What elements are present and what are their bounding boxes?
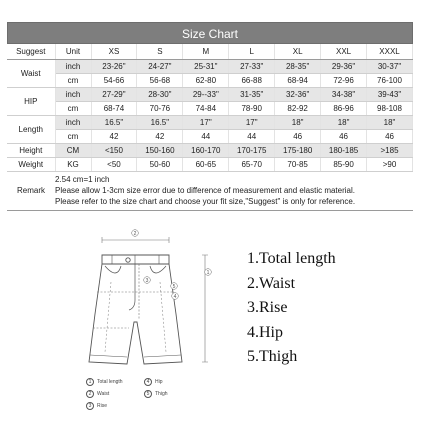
legend-number: 5 [144, 390, 152, 398]
size-cell: 74-84 [183, 101, 229, 115]
table-row [7, 101, 413, 115]
diagram-number-1: 1 [206, 269, 210, 276]
size-cell: 30-37" [367, 59, 413, 73]
legend-item [144, 390, 168, 398]
diagram-number-4: 4 [173, 293, 177, 300]
legend-item [86, 390, 109, 398]
row-label: HIP [7, 87, 55, 115]
row-label: Length [7, 115, 55, 143]
measurement-list [247, 247, 336, 370]
size-chart-title: Size Chart [7, 22, 413, 44]
column-header: XXL [321, 44, 367, 59]
size-cell: 44 [183, 129, 229, 143]
size-cell: 42 [137, 129, 183, 143]
diagram-number-2: 2 [133, 230, 137, 237]
legend-number: 4 [144, 378, 152, 386]
table-row [7, 129, 413, 143]
size-cell: <50 [91, 157, 137, 171]
legend-number: 3 [86, 402, 94, 410]
table-row [7, 115, 413, 129]
remark-line: 2.54 cm=1 inch [55, 174, 110, 184]
table-row [7, 87, 413, 101]
size-cell: 72-96 [321, 73, 367, 87]
table-row [7, 59, 413, 73]
unit-cell: KG [55, 157, 91, 171]
column-header: XXXL [367, 44, 413, 59]
column-header: Suggest [7, 44, 55, 59]
size-cell: 32-36" [275, 87, 321, 101]
row-label: Weight [7, 157, 55, 171]
size-cell: 76-100 [367, 73, 413, 87]
size-cell: 18" [321, 115, 367, 129]
measurement-item: 3.Rise [247, 299, 288, 316]
column-header: Unit [55, 44, 91, 59]
size-cell: 46 [367, 129, 413, 143]
unit-cell: cm [55, 101, 91, 115]
size-cell: 17" [183, 115, 229, 129]
size-cell: 17" [229, 115, 275, 129]
remark-line: Please refer to the size chart and choose your fit size,"Suggest" is only for reference. [55, 196, 356, 206]
size-cell: 42 [91, 129, 137, 143]
size-cell: 39-43" [367, 87, 413, 101]
size-cell: 18" [367, 115, 413, 129]
size-cell: 27-33" [229, 59, 275, 73]
size-cell: 66-88 [229, 73, 275, 87]
remark-line: Please allow 1-3cm size error due to difference of measurement and elastic material. [55, 185, 355, 195]
size-cell: 28-35" [275, 59, 321, 73]
size-cell: 82-92 [275, 101, 321, 115]
unit-cell: inch [55, 115, 91, 129]
size-cell: 44 [229, 129, 275, 143]
size-cell: 28-30" [137, 87, 183, 101]
diagram-number-3: 3 [145, 277, 149, 284]
size-cell: 18" [275, 115, 321, 129]
table-header-row [7, 44, 413, 59]
size-cell: 34-38" [321, 87, 367, 101]
size-cell: 86-96 [321, 101, 367, 115]
legend-item [86, 402, 107, 410]
legend-number: 1 [86, 378, 94, 386]
size-cell: 180-185 [321, 143, 367, 157]
column-header: L [229, 44, 275, 59]
unit-cell: inch [55, 87, 91, 101]
size-cell: 23-26" [91, 59, 137, 73]
row-label: Height [7, 143, 55, 157]
size-cell: >90 [367, 157, 413, 171]
row-label: Waist [7, 59, 55, 87]
size-cell: 78-90 [229, 101, 275, 115]
legend-item [144, 378, 163, 386]
size-cell: >185 [367, 143, 413, 157]
size-cell: 160-170 [183, 143, 229, 157]
size-cell: <150 [91, 143, 137, 157]
size-cell: 175-180 [275, 143, 321, 157]
size-cell: 29-36" [321, 59, 367, 73]
table-row [7, 143, 413, 157]
size-cell: 62-80 [183, 73, 229, 87]
column-header: S [137, 44, 183, 59]
size-cell: 16.5" [137, 115, 183, 129]
size-cell: 24-27" [137, 59, 183, 73]
diagram-number-5: 5 [172, 283, 176, 290]
size-cell: 85-90 [321, 157, 367, 171]
size-cell: 60-65 [183, 157, 229, 171]
size-cell: 54-66 [91, 73, 137, 87]
remark-label: Remark [16, 185, 45, 195]
remark-text [55, 174, 413, 207]
unit-cell: cm [55, 129, 91, 143]
remark-row [7, 172, 413, 211]
size-cell: 46 [321, 129, 367, 143]
unit-cell: CM [55, 143, 91, 157]
size-cell: 68-74 [91, 101, 137, 115]
size-cell: 25-31" [183, 59, 229, 73]
size-cell: 56-68 [137, 73, 183, 87]
column-header: XL [275, 44, 321, 59]
table-row [7, 73, 413, 87]
measurement-item: 2.Waist [247, 274, 296, 292]
table-row [7, 157, 413, 171]
size-cell: 50-60 [137, 157, 183, 171]
measurement-item: 5.Thigh [247, 348, 298, 365]
size-cell: 46 [275, 129, 321, 143]
legend-label: Hip [155, 379, 163, 385]
size-cell: 68-94 [275, 73, 321, 87]
size-cell: 16.5" [91, 115, 137, 129]
measurement-item: 4.Hip [247, 323, 283, 341]
unit-cell: cm [55, 73, 91, 87]
size-table [7, 44, 413, 172]
unit-cell: inch [55, 59, 91, 73]
size-cell: 98-108 [367, 101, 413, 115]
column-header: M [183, 44, 229, 59]
measurement-item: 1.Total length [247, 250, 336, 267]
size-cell: 65-70 [229, 157, 275, 171]
legend-item [86, 378, 123, 386]
legend-label: Waist [97, 391, 110, 397]
size-cell: 170-175 [229, 143, 275, 157]
size-cell: 150-160 [137, 143, 183, 157]
legend-label: Total length [97, 379, 123, 385]
legend-label: Rise [97, 403, 108, 409]
size-cell: 70-76 [137, 101, 183, 115]
size-cell: 31-35" [229, 87, 275, 101]
size-cell: 27-29" [91, 87, 137, 101]
legend-label: Thigh [155, 391, 168, 397]
legend-number: 2 [86, 390, 94, 398]
column-header: XS [91, 44, 137, 59]
size-cell: 70-85 [275, 157, 321, 171]
size-cell: 29--33" [183, 87, 229, 101]
size-chart [7, 22, 413, 211]
